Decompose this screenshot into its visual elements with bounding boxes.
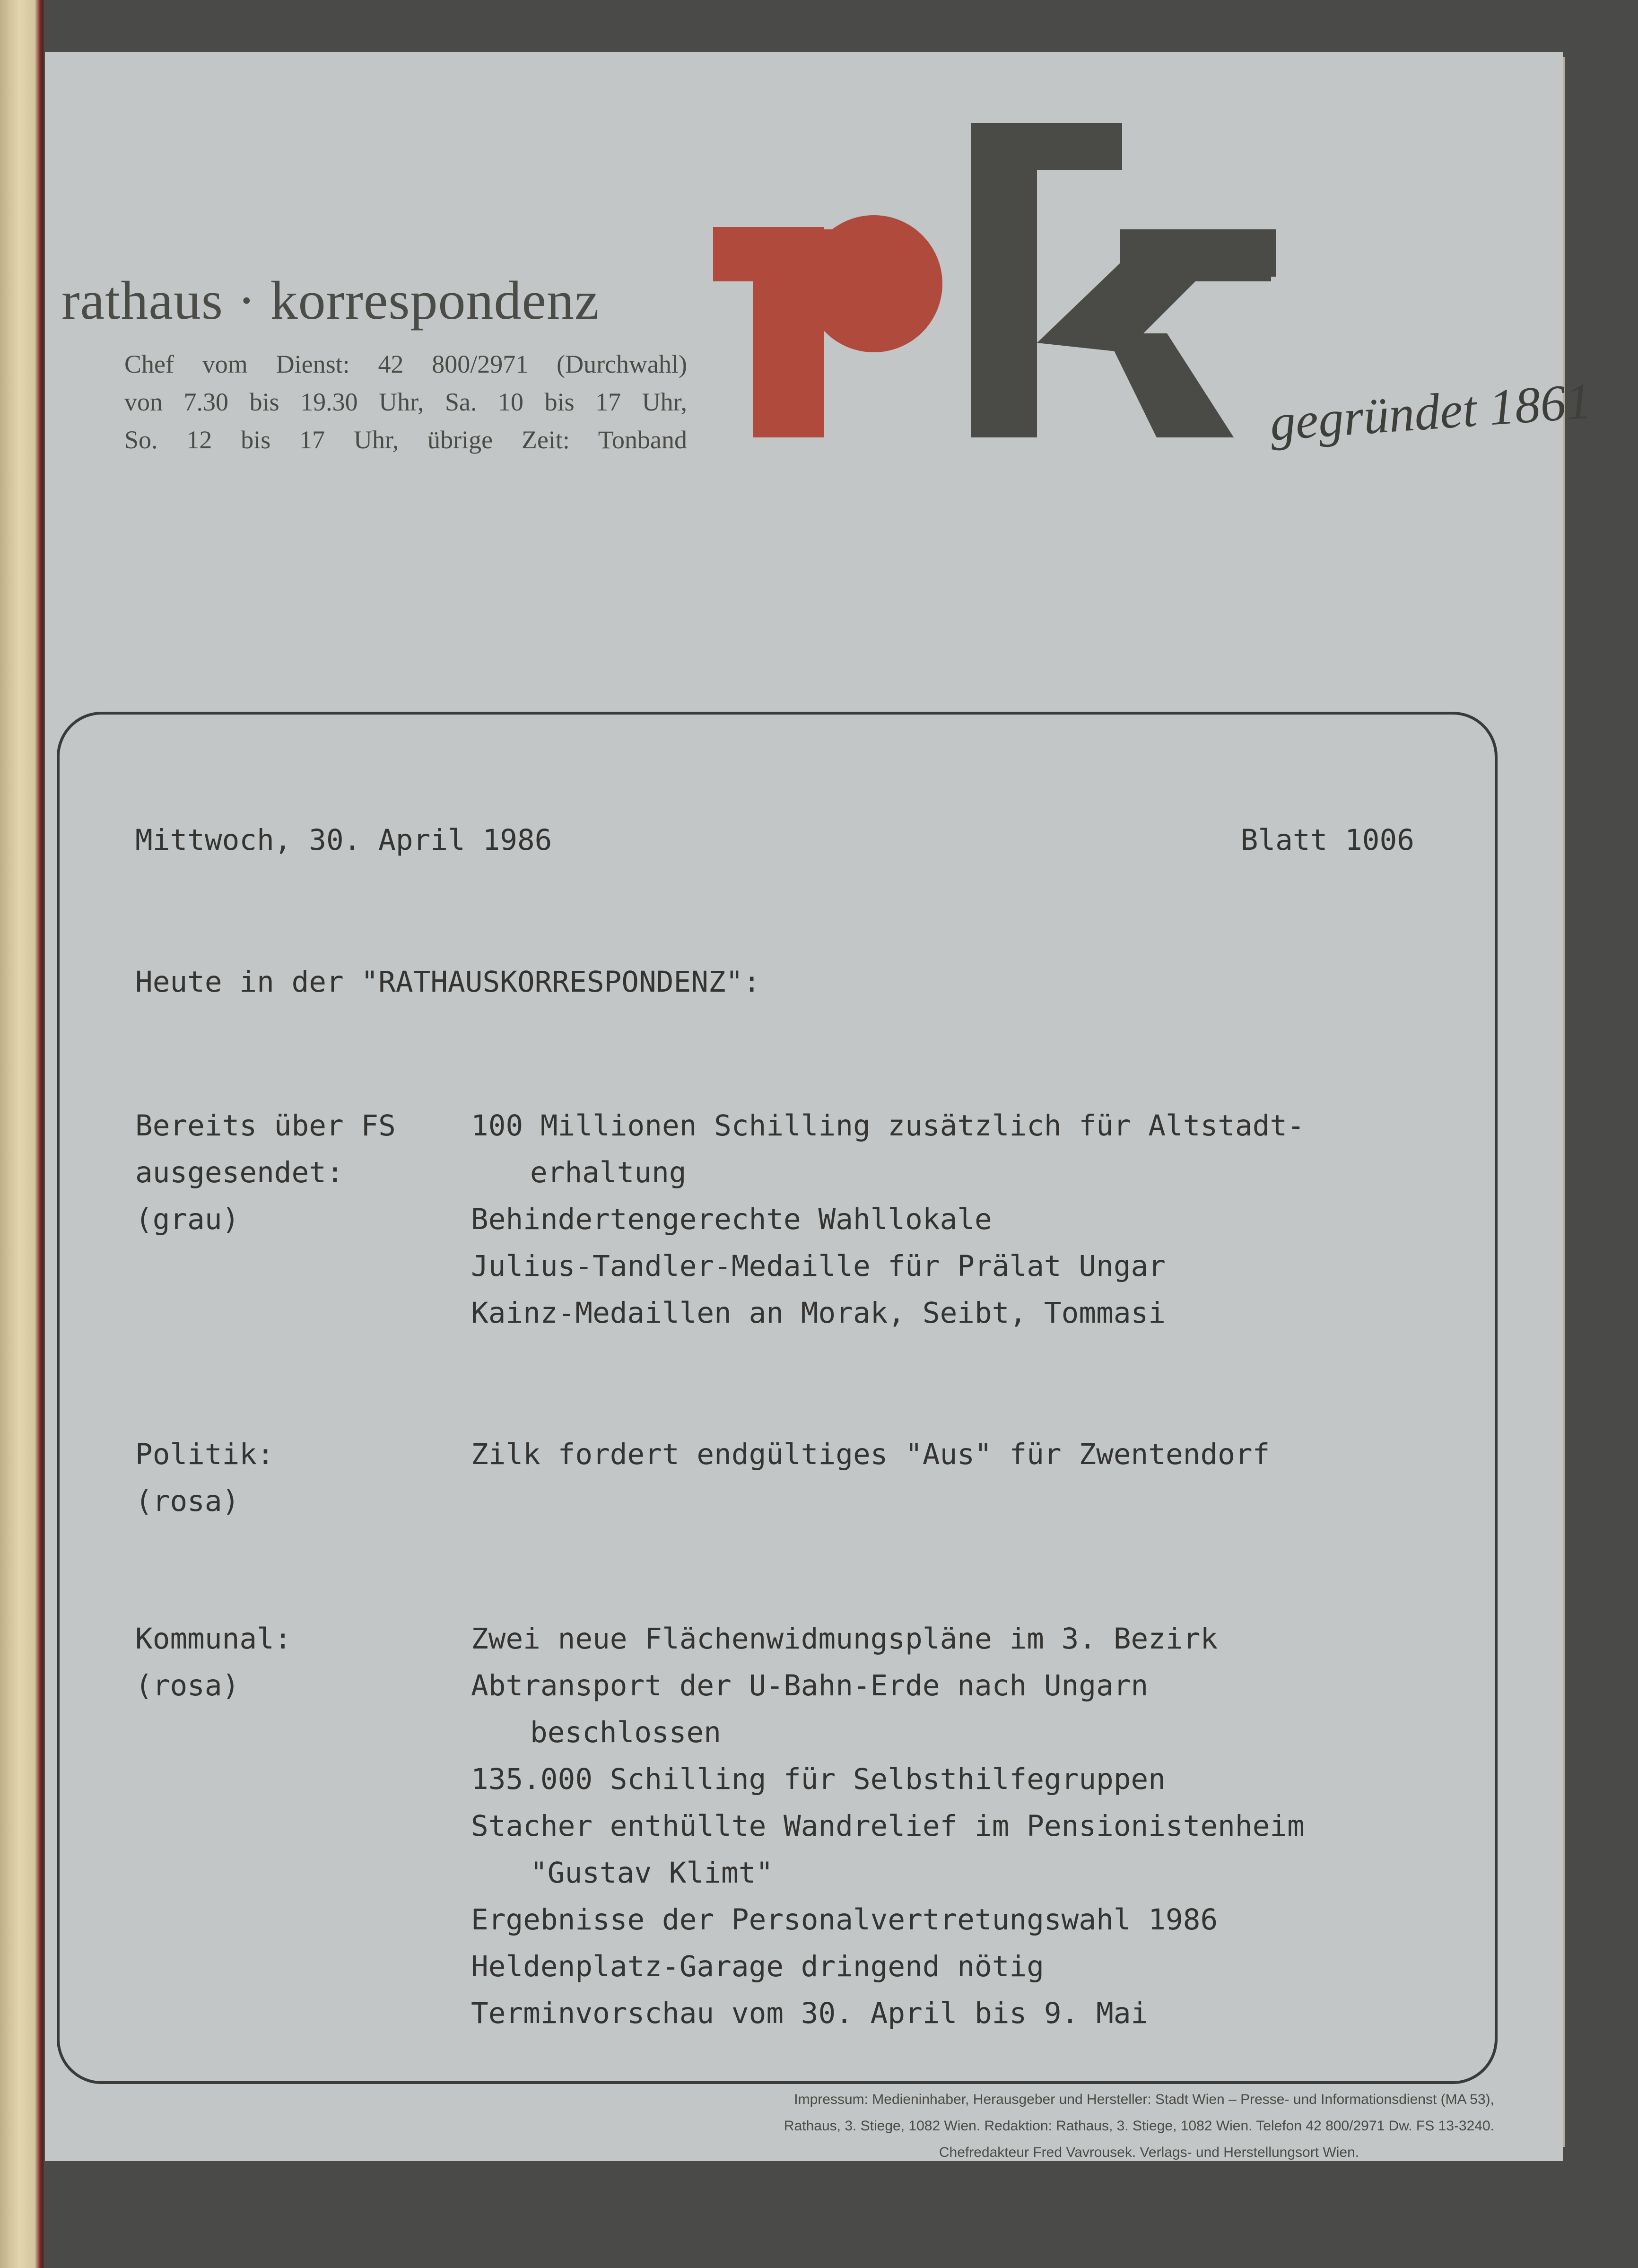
rk-logo: [713, 87, 1299, 437]
headline-item: Kainz-Medaillen an Morak, Seibt, Tommasi: [471, 1296, 1166, 1330]
headline-item: Heldenplatz-Garage dringend nötig: [471, 1950, 1044, 1983]
section-label-line: (grau): [135, 1203, 240, 1236]
section-label-line: Bereits über FS: [135, 1109, 396, 1143]
section-label-kommunal: [135, 1615, 292, 1709]
contact-line: Chef vom Dienst: 42 800/2971 (Durchwahl): [124, 350, 687, 378]
logo-letter-r: [713, 215, 942, 437]
section-label-line: (rosa): [135, 1669, 240, 1702]
issue-date: Mittwoch, 30. April 1986: [135, 823, 552, 857]
section-label-line: Politik:: [135, 1438, 274, 1471]
headline-item: Julius-Tandler-Medaille für Prälat Ungar: [471, 1249, 1166, 1283]
section-items-kommunal: [471, 1615, 1305, 2037]
founded-signature: gegründet 1861: [1268, 373, 1594, 452]
section-label-politik: [135, 1431, 274, 1525]
book-binding: [0, 0, 44, 2268]
headline-item: erhaltung: [530, 1156, 687, 1189]
section-label-line: Kommunal:: [135, 1622, 292, 1656]
headline-item: "Gustav Klimt": [530, 1856, 774, 1890]
imprint-line: Rathaus, 3. Stiege, 1082 Wien. Redaktion: Rathaus, 3. Stiege, 1082 Wien. Telefon 42 800/2971 Dw. FS 13-3240.: [784, 2118, 1494, 2134]
section-label-line: ausgesendet:: [135, 1156, 344, 1189]
headline-item: Behindertengerechte Wahllokale: [471, 1203, 992, 1236]
headline-item: Abtransport der U-Bahn-Erde nach Ungarn: [471, 1669, 1149, 1702]
contents-intro: Heute in der "RATHAUSKORRESPONDENZ":: [135, 965, 761, 999]
section-label-fs: [135, 1102, 396, 1243]
headline-item: beschlossen: [530, 1716, 721, 1749]
masthead-contact: [124, 345, 687, 459]
masthead-title: rathaus · korrespondenz: [61, 270, 600, 331]
document-page: [45, 52, 1594, 2161]
section-items-fs: [471, 1102, 1305, 1336]
sheet-number: Blatt 1006: [1240, 823, 1414, 857]
section-label-line: (rosa): [135, 1484, 240, 1518]
contact-line: von 7.30 bis 19.30 Uhr, Sa. 10 bis 17 Uhr,: [124, 388, 687, 416]
headline-item: Terminvorschau vom 30. April bis 9. Mai: [471, 1997, 1149, 2030]
contact-line: So. 12 bis 17 Uhr, übrige Zeit: Tonband: [124, 426, 687, 454]
headline-item: Ergebnisse der Personalvertretungswahl 1986: [471, 1903, 1218, 1937]
headline-item: 135.000 Schilling für Selbsthilfegruppen: [471, 1762, 1166, 1796]
headline-item: Zilk fordert endgültiges "Aus" für Zwentendorf: [471, 1438, 1270, 1471]
headline-item: 100 Millionen Schilling zusätzlich für Altstadt-: [471, 1109, 1305, 1143]
headline-item: Zwei neue Flächenwidmungspläne im 3. Bezirk: [471, 1622, 1218, 1656]
section-items-politik: [471, 1431, 1270, 1478]
imprint-line: Impressum: Medieninhaber, Herausgeber und Hersteller: Stadt Wien – Presse- und Informationsdienst (MA 53),: [794, 2092, 1494, 2107]
headline-item: Stacher enthüllte Wandrelief im Pensionistenheim: [471, 1809, 1305, 1843]
contents-box: [57, 712, 1498, 2084]
logo-letter-k: [921, 123, 1299, 437]
imprint-line: Chefredakteur Fred Vavrousek. Verlags- und Herstellungsort Wien.: [939, 2145, 1359, 2160]
imprint: [615, 2086, 1494, 2166]
